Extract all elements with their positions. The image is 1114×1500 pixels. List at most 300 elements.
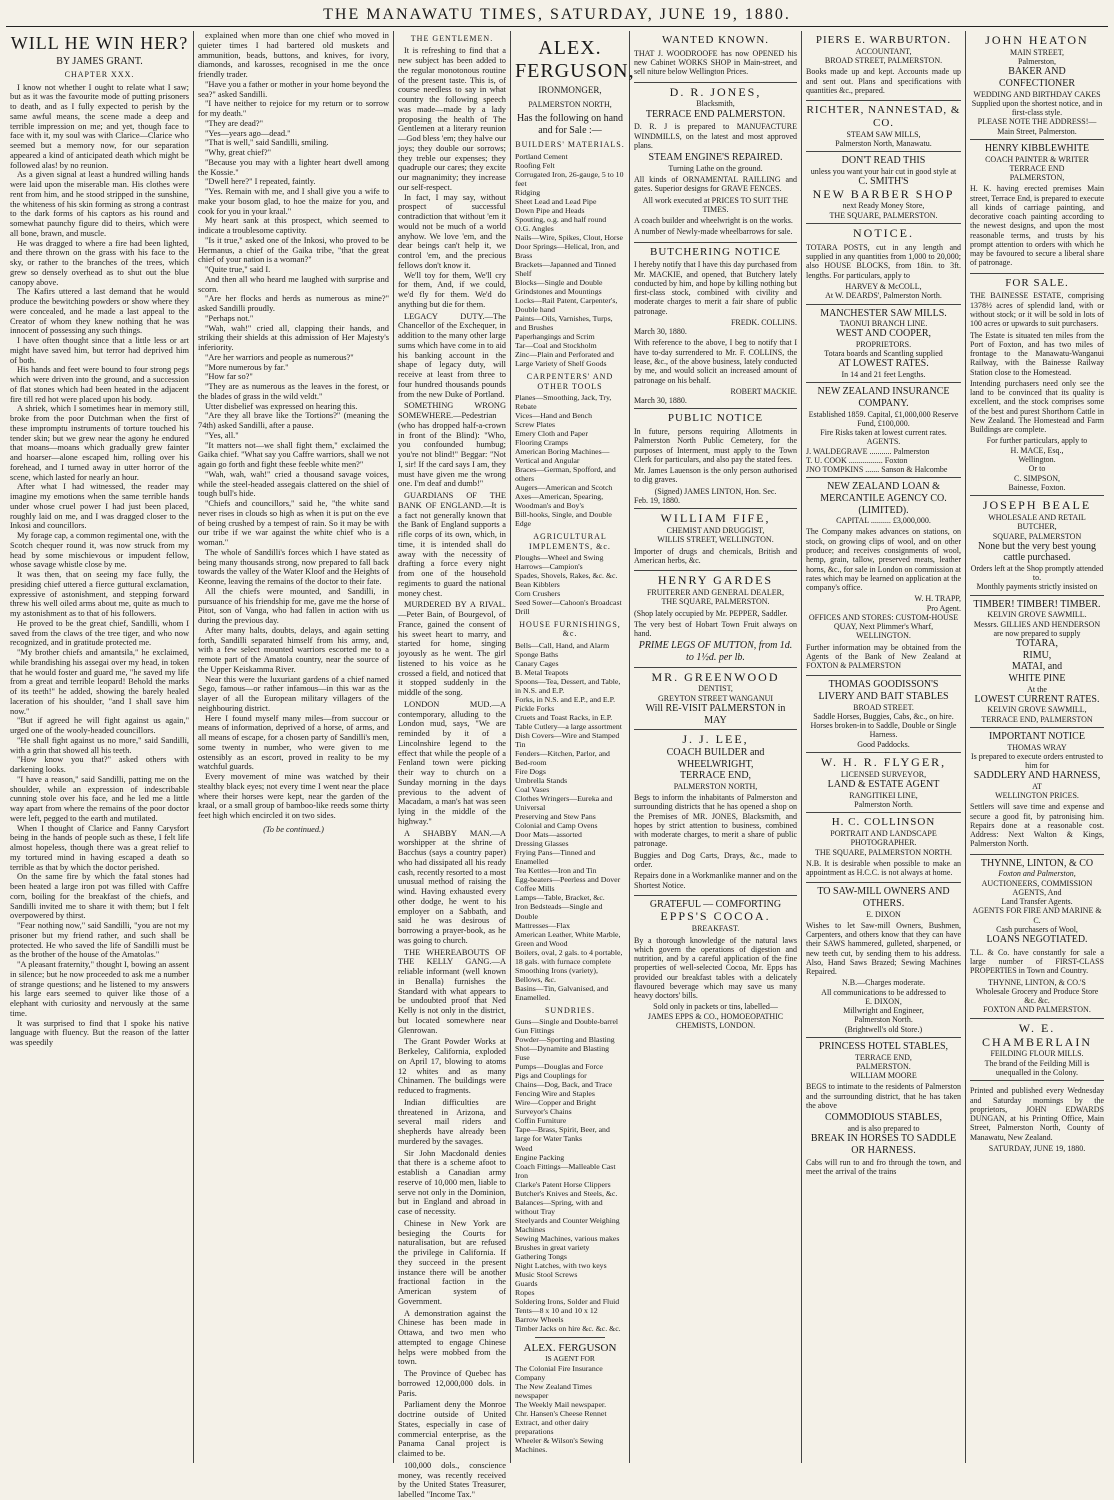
- stock-item: Smoothing Irons (variety), Bellows, &c.: [515, 965, 598, 984]
- story-body-cont: [198, 31, 389, 821]
- story-paragraph: "Are they all brave like the Tortions?" (meaning the 74th) asked Sandilli, after a pause.: [198, 411, 389, 430]
- news-item-text: The Chancellor of the Exchequer, in addition to the many other large sums which have come in to aid his banking account in the shape of legacy duty, will receive at least from three to four hundred thousands pounds from the new Duke of Portland.: [398, 311, 506, 399]
- news-item-heading: GUARDIANS OF THE BANK OF ENGLAND.—: [398, 491, 506, 510]
- ad-place: PALMERSTON.: [856, 1061, 911, 1071]
- ad-text: All work executed at PRICES TO SUIT THE TIMES.: [642, 195, 789, 214]
- ad-text: The Estate is situated ten miles from the Port of Foxton, and has two miles of frontage to the Manawatu-Wanganui Railway, with the Bainesse Railway Station close to the Homestead.: [970, 330, 1104, 377]
- ad-sub: WEST AND COOPER,: [835, 328, 932, 340]
- stock-item: Flooring Cramps: [515, 437, 569, 447]
- ad-name: RICHTER, NANNESTAD, & CO.: [806, 104, 961, 129]
- stock-item: Umbrella Stands: [515, 776, 568, 786]
- stock-item: Barrow Wheels: [515, 1315, 564, 1325]
- ad-signature: (Brightwell's old Store.): [844, 1024, 923, 1034]
- story-paragraph: "He shall fight against us no more," said Sandilli, with a grin that showed all his teeth.: [10, 735, 189, 755]
- news-item-text: Chinese in New York are besieging the Courts for naturalisation, but are refused the privilege in California. If they succeed in the present instance there will be another fractional faction in the American system of Government.: [398, 1218, 506, 1306]
- ferguson-place: PALMERSTON NORTH,: [528, 99, 612, 109]
- ad-dixon: [806, 883, 961, 1038]
- stock-item: Planes—Smoothing, Jack, Try, Rebate: [515, 392, 612, 411]
- ad-for-sale: [970, 274, 1104, 496]
- story-paragraph: "But if agreed he will fight against us again," urged one of the wooly-headed councillors.: [10, 716, 189, 736]
- ad-agent: JNO TOMPKINS ....... Sanson & Halcombe: [806, 465, 948, 475]
- ad-place: Palmerston North, Manawatu.: [835, 138, 932, 148]
- stock-item: Locks—Rail Patent, Carpenter's, Double hand: [515, 296, 618, 315]
- ad-trade: FEILDING FLOUR MILLS.: [990, 1049, 1084, 1059]
- ad-text: Fire Risks taken at lowest current rates.: [820, 428, 947, 438]
- stock-item: Tape—Brass, Spirit, Beer, and large for Water Tanks: [515, 1125, 610, 1144]
- stock-item: American Boring Machines—Vertical and Angular: [515, 447, 610, 466]
- ad-name: HARVEY & McCOLL,: [845, 281, 922, 291]
- ferguson-name: ALEX. FERGUSON,: [515, 37, 635, 83]
- stock-item: Blocks—Single and Double: [515, 277, 603, 287]
- news-item: [398, 312, 506, 400]
- ad-signature: Millwright and Engineer,: [843, 1006, 924, 1016]
- column-ads-4: [630, 31, 802, 1463]
- news-item-heading: SOMETHING WRONG SOMEWHERE.—: [398, 401, 506, 421]
- ad-name: W. H. R. FLYGER,: [820, 754, 947, 769]
- ad-trade: BREAKFAST.: [691, 924, 740, 934]
- article-paragraph: We'll toy for them, We'll cry for them, And, if we could, we'd fly for them. We'd do anything but die for them.: [398, 270, 506, 309]
- ad-big-text: BREAK IN HORSES TO SADDLE OR HARNESS.: [810, 1133, 957, 1156]
- ad-text: Horses broken-in to Saddle, Double or Single Harness.: [810, 721, 957, 740]
- story-paragraph: "Dwell here?" I repeated, faintly.: [205, 177, 316, 187]
- stock-item: Tar—Coal and Stockholm: [515, 341, 597, 351]
- ad-text: OFFICES AND STORES: CUSTOM-HOUSE QUAY, Next Plimmer's Wharf, WELLINGTON.: [808, 612, 959, 641]
- gentlemen-article: [398, 31, 511, 1500]
- news-item-text: A worshipper at the shrine of Bacchus (says a country paper) who had dissipated all his ready cash, recently resorted to a most unusual method of raising the wind. Having exhausted every other dodge, he went to his employer on a Sabbath, and said he was desirous of borrowing a prayer-book, as he was going to church.: [398, 828, 506, 945]
- stock-item: Sewing Machines, various makes: [515, 1233, 620, 1243]
- ad-big-text: NEW BARBER SHOP: [812, 186, 955, 201]
- stock-item: Bells—Call, Hand, and Alarm: [515, 640, 610, 650]
- ad-name: EPPS'S COCOA.: [660, 909, 771, 924]
- ad-text: Settlers will save time and expense and secure a good fit, by patronising him. Repairs done at a reasonable cost. Address: Next Walton & Kings, Palmerston North.: [970, 802, 1104, 849]
- stock-item: Forks, in N.S. and E.P., and E.P. Pickle Forks: [515, 694, 616, 713]
- ad-place: TERRACE END: [1009, 163, 1065, 173]
- stock-item: Axes—American, Spearing, Woodman's and Boy's: [515, 492, 604, 511]
- ad-text: N.B.—Charges moderate.: [842, 978, 925, 988]
- ad-place: TERRACE END,: [679, 770, 752, 782]
- stock-item: Fire Dogs: [515, 767, 546, 776]
- ad-flyger: [806, 753, 961, 813]
- ad-name: E. DIXON: [866, 909, 901, 919]
- stock-item: Guns—Single and Double-barrel: [515, 1017, 619, 1027]
- ad-big-text: LOANS NEGOTIATED.: [986, 934, 1088, 946]
- ad-text: At the: [1027, 684, 1047, 694]
- ad-name: MANCHESTER SAW MILLS.: [820, 307, 947, 319]
- ad-text: THE BAINESSE ESTATE, comprising 1378½ acres of splendid land, with or without stock; or it will be sold in lots of 100 acres or upwards to suit purchasers.: [970, 291, 1104, 329]
- ad-name: KELVIN GROVE SAWMILL.: [987, 610, 1087, 620]
- ad-agent: J. WALDEGRAVE ........... Palmerston: [806, 446, 930, 456]
- ad-epps-cocoa: [634, 896, 797, 1033]
- stock-item: Surveyor's Chains: [515, 1107, 572, 1117]
- story-paragraph: "A pleasant fraternity," thought I, bowing an assent in silence; but he now proceeded to ask me a number of strange questions; and he listened to my answers his large ears seemed to quiver like those of a elephant with curiosity and nervously at the same time.: [10, 960, 189, 1018]
- ad-text: Will RE-VISIT PALMERSTON in MAY: [645, 703, 786, 726]
- ad-text: PLEASE NOTE THE ADDRESS!—: [977, 117, 1097, 127]
- news-item: [398, 491, 506, 598]
- ad-richter: [806, 101, 961, 152]
- ad-text: All kinds of ORNAMENTAL RAILLING and gates. Superior designs for GRAVE FENCES.: [634, 174, 797, 194]
- story-paragraph: Here I found myself many miles—from succour or means of information, deprived of a horse, of arms, and all means of escape, for a chosen party of Sandilli's men, some twenty in number, who were given to me ostensibly as an escort, proved in reality to be my watchful guards.: [198, 713, 389, 772]
- news-item: [398, 700, 506, 827]
- story-paragraph: "Yes. Remain with me, and I shall give you a wife to make your bosom glad, to hoe the maize for you, and cook for you in your kraal.": [198, 187, 389, 216]
- news-items: [398, 312, 506, 1500]
- stock-item: Basins—Tin, Galvanised, and Enamelled.: [515, 983, 609, 1002]
- story-body: [10, 83, 189, 1048]
- story-paragraph: When I thought of Clarice and Fanny Carysfort being in the hands of people such as these, I felt life almost hopeless, though there was a great relief to my tortured mind in having escaped a death so terrible as that by which the doctor perished.: [10, 823, 189, 872]
- stock-item: Harrows—Campion's: [515, 561, 583, 571]
- stock-item: Soldering Irons, Solder and Fluid: [515, 1297, 620, 1307]
- ad-text: Sold only in packets or tins, labelled—: [653, 1002, 778, 1012]
- ferguson-stock-list: [515, 140, 625, 1333]
- news-item: [398, 1461, 506, 1500]
- stock-item: Spades, Shovels, Rakes, &c. &c.: [515, 570, 618, 580]
- ad-text: Books made up and kept. Accounts made up and sent out. Plans and specifications with quantities &c., prepared.: [806, 67, 961, 95]
- ad-nz-loan: [806, 478, 961, 676]
- stock-item: Spouting, o.g. and half round: [515, 214, 607, 224]
- news-item-heading: MURDERED BY A RIVAL.—: [398, 600, 506, 620]
- story-paragraph: A shriek, which I sometimes hear in memory still, broke from the poor Dutchman when the first of these impromptu instruments of torture touched his tender skin; but we grew near the agony he endured that moans—moans which gradually grew fainter and hoarser—alone escaped him, rolling over his forehead, and I turned away in utter horror of the scene, which lasted for nearly an hour.: [10, 404, 189, 482]
- ad-heading: NOTICE.: [853, 226, 914, 240]
- stock-item: Boilers, oval, 2 gals. to 4 portable, 18 gals. with furnace complete: [515, 947, 623, 966]
- stock-item: Iron Bedsteads—Single and Double: [515, 902, 603, 921]
- news-item: [398, 1219, 506, 1307]
- ad-name: NEW ZEALAND INSURANCE COMPANY.: [817, 386, 950, 409]
- ad-signature: KELVIN GROVE SAWMILL,: [987, 705, 1087, 715]
- ad-text: Wholesale Grocery and Produce Store &c. &c.: [975, 986, 1099, 1006]
- ad-text: Main Street, Palmerston.: [997, 126, 1077, 136]
- stock-item: Dressing Glasses: [515, 839, 569, 849]
- story-paragraph: "Perhaps not.": [205, 313, 254, 323]
- ad-goodisson: [806, 676, 961, 753]
- story-paragraph: "I have a reason," said Sandilli, patting me on the shoulder, while an expression of indescribable cunning stole over his face, and he led me a little way apart from where the remains of the poor doctor were left, pegged to the earth and mutilated.: [10, 774, 189, 823]
- stock-item: Zinc—Plain and Perforated and Large Variety of Shelf Goods: [515, 350, 614, 369]
- story-paragraph: "Yes—years ago—dead.": [205, 128, 291, 138]
- ad-text: In future, persons requiring Allotments in Palmerston North Public Cemetery, for the purposes of Interment, must apply to the Town Clerk for particulars, and also pay the stated fees.: [634, 427, 797, 464]
- ad-text: All communications to be addressed to: [821, 987, 946, 997]
- stock-item: Door Springs—Helical, Iron, and Brass: [515, 241, 620, 260]
- ad-signature: JAMES EPPS & CO., HOMOEOPATHIC CHEMISTS, LONDON.: [647, 1011, 784, 1030]
- timber-item: MATAI, and: [1011, 661, 1063, 673]
- ad-text: Totara boards and Scantling supplied: [824, 349, 943, 359]
- stock-item: Table Cutlery—a large assortment: [515, 721, 622, 731]
- stock-item: Guards: [515, 1278, 538, 1288]
- stock-item: Bill-hooks, Single, and Double Edge: [515, 510, 612, 529]
- news-item: [398, 829, 506, 946]
- ad-fife: [634, 509, 797, 571]
- news-item-heading: A SHABBY MAN.—: [404, 828, 500, 838]
- ad-place: TERRACE END PALMERSTON.: [645, 108, 786, 120]
- news-item: [398, 1037, 506, 1096]
- ad-gardes: [634, 571, 797, 667]
- imprint-text: Printed and published every Wednesday and Saturday mornings by the proprietors, JOHN EDWARDS DUNGAN, at his Printing Office, Main Street, Palmerston North, County of Manawatu, New Zealand.: [970, 1086, 1104, 1142]
- stock-item: Pumps—Douglas and Force: [515, 1062, 603, 1072]
- story-paragraph: All the chiefs were mounted, and Sandilli, in pursuance of his friendship for me, gave me the horse of Pitot, son of Vanga, who had fallen in action with us during the previous day.: [198, 586, 389, 625]
- ad-place: Palmerston,: [1018, 57, 1056, 67]
- story-paragraph: After many halts, doubts, delays, and again setting forth, Sandilli separated himself from his army, and, with a few select mounted warriors escorted me to a remote part of the Amatola country, near the source of the Upper Keiskamma River.: [198, 625, 389, 674]
- ad-lee: [634, 730, 797, 896]
- ad-text: The brand of the Feilding Mill is unequalled in the Colony.: [984, 1058, 1090, 1077]
- ferguson-agencies: [515, 1364, 625, 1454]
- ad-place: THE SQUARE, PALMERSTON.: [661, 597, 770, 607]
- news-item-text: The Province of Quebec has borrowed 12,000,000 dols. in Paris.: [398, 1369, 506, 1398]
- stock-item: Brushes in great variety: [515, 1242, 590, 1252]
- story-paragraph: "That is well," said Sandilli, smiling.: [205, 138, 329, 148]
- ad-text: H. K. having erected premises Main street, Terrace End, is prepared to execute all kinds of carriage painting, and decorative coach painting according to the newest designs, and upon the most reasonable terms, and trusts by his prompt attention to orders with which he may be favoured to secure a liberal share of patronage.: [970, 184, 1104, 268]
- story-paragraph: My heart sank at this prospect, which seemed to indicate a troublesome captivity.: [198, 216, 389, 235]
- ad-name: JOSEPH BEALE: [982, 498, 1092, 513]
- stock-item: Ploughs—Wheel and Swing: [515, 552, 604, 562]
- ad-place: THE SQUARE, PALMERSTON.: [829, 210, 938, 220]
- column-story-cont: [194, 31, 394, 1463]
- stock-item: Brackets—Japanned and Tinned Shelf: [515, 259, 616, 278]
- ad-signature: FOXTON AND PALMERSTON.: [983, 1005, 1091, 1015]
- ad-chamberlain: [970, 1019, 1104, 1082]
- ad-heading: GRATEFUL — COMFORTING: [649, 898, 782, 910]
- ad-big-text: LAND & ESTATE AGENT: [827, 779, 940, 791]
- stock-item: Corrugated Iron, 26-gauge, 5 to 10 feet: [515, 169, 624, 188]
- ad-place: PALMERSTON,: [1009, 173, 1065, 183]
- story-paragraph: "Is it true," asked one of the Inkosi, who proved to be Hermanus, a chief of the Gaika tribe, "that the great chief of your nation is a woman?": [198, 235, 389, 265]
- ad-name: PIERS E. WARBURTON.: [815, 34, 952, 46]
- ad-name: THYNNE, LINTON, & CO: [980, 857, 1094, 869]
- agency-item: Wheeler & Wilson's Sewing Machines.: [515, 1435, 604, 1454]
- ad-heaton: [970, 31, 1104, 140]
- ad-heading: PUBLIC NOTICE: [667, 412, 764, 425]
- gentlemen-body: [398, 46, 506, 309]
- ad-name: NEW ZEALAND LOAN & MERCANTILE AGENCY CO. (LIMITED).: [820, 481, 947, 516]
- news-item-text: It is a fact not generally known that the Bank of England supports a rifle corps of its own, which, in time, it is intended shall do away with the necessity of drafting a force every night from one of the household regiments to guard the national money chest.: [398, 500, 506, 598]
- ad-signature: FREDK. COLLINS.: [730, 317, 797, 327]
- ad-text: Importer of drugs and chemicals, British and American herbs, &c.: [634, 546, 797, 565]
- ad-trade: DENTIST,: [698, 684, 733, 694]
- ad-text: Further information may be obtained from the Agents of the Bank of New Zealand at FOXTON & PALMERSTON: [806, 642, 961, 671]
- story-paragraph: "Chiefs and councillors," said he, "the white sand never rises in clouds so high as when it is put on the eve of being crushed by a tempest of rain. So it may be with our tribe if we war against the white chief who is a woman.": [198, 499, 389, 547]
- ad-place: Palmerston North.: [854, 799, 913, 809]
- ad-text: THAT J. WOODROOFE has now OPENED his new Cabinet WORKS SHOP in Main-street, and sell niture below Wellington Prices.: [634, 48, 797, 77]
- stock-item: Portland Cement: [515, 151, 568, 161]
- ad-agent: T. U. COOK ................. Foxton: [806, 455, 908, 465]
- story-paragraph: His hands and feet were bound to four strong pegs which were driven into the ground, and a succession of flat stones which had been heated in the adjacent fire till red hot were placed upon his body.: [10, 365, 189, 404]
- ad-trade: FRUITERER AND GENERAL DEALER,: [646, 588, 785, 598]
- stock-section-heading: AGRICULTURAL IMPLEMENTS, &c.: [529, 532, 611, 551]
- agency-item: The Weekly Mail newspaper.: [515, 1399, 607, 1409]
- stock-item: Grindstones and Mountings: [515, 287, 602, 296]
- stock-item: Coffee Mills: [515, 884, 555, 894]
- stock-item: Frying Pans—Tinned and Enamelled: [515, 848, 596, 867]
- story-paragraph: "My brother chiefs and amantsila," he exclaimed, while brandishing his assegai over my head, in token that he would foster and guard me, "he saved my life from a great and terrible leopard! Behold the marks of its teeth!" he added, showing the barely healed laceration of his shoulder, "and I shall save him now.": [10, 648, 189, 716]
- stock-item: Sheet Lead and Lead Pipe: [515, 196, 597, 206]
- story-paragraph: "They are dead?": [205, 118, 263, 128]
- stock-item: Gun Fittings: [515, 1026, 555, 1036]
- stock-item: Tents—8 x 10 and 10 x 12: [515, 1306, 598, 1316]
- stock-item: Emery Cloth and Paper: [515, 428, 588, 438]
- ad-name: THOMAS WRAY: [1007, 742, 1067, 752]
- ad-text: The Company makes advances on stations, on stock, on growing clips of wool, and on other produce; and receives consignments of wool, hemp, grain, tallow, preserved meats, leather horns, &c., for sale in London on commission at rates which may be learned on application at the company's office.: [806, 527, 961, 593]
- story-paragraph: He was dragged to where a fire had been lighted, and there thrown on the grass with his face to the sky, or rather to the branches of the trees, which grew so densely overhead as to shut out the blue canopy above.: [10, 238, 189, 287]
- story-paragraph: "Fear nothing now," said Sandilli, "you are not my prisoner but my friend rather, and such shall be protected. He who saved the life of Sandilli must be as the brother of the house of the Amatolas.": [10, 921, 189, 960]
- stock-item: Nails—Wire, Spikes, Clout, Horse: [515, 232, 623, 242]
- article-paragraph: It is refreshing to find that a new subject has been added to the regular monotonous routine of the present taste. This is, of course needless to say in what country the following speech was made—made by a lady proposing the health of The Gentlemen at a literary reunion—God bless 'em; they halve our joys; they double our sorrows; they treble our expenses; they quadruple our cares; they excite our magnanimity; they increase our self-respect.: [398, 46, 506, 192]
- ad-place: Foxton and Palmerston,: [998, 869, 1076, 879]
- stock-item: Engine Packing: [515, 1152, 565, 1162]
- news-item-text: 100,000 dols., conscience money, was recently received by the United States Treasurer, labelled "Income Tax.": [398, 1460, 506, 1500]
- news-item-heading: THE WHEREABOUTS OF THE KELLY GANG.—: [398, 947, 506, 967]
- column-ads-6: [966, 31, 1108, 1463]
- ad-heading: TIMBER! TIMBER! TIMBER.: [973, 598, 1101, 610]
- stock-item: Clarke's Patent Horse Clippers: [515, 1179, 611, 1189]
- ad-public-notice: [634, 409, 797, 509]
- stock-item: Music Stool Screws: [515, 1269, 578, 1279]
- ad-text: Good Paddocks.: [857, 739, 910, 749]
- stock-item: Chains—Dog, Back, and Trace: [515, 1080, 613, 1090]
- story-paragraph: The whole of Sandilli's forces which I have stated as being many thousands strong, now prepared to fall back towards the valley of the Water Kloof and the Heights of Keonne, leaving the remains of the doctor to their fate.: [198, 547, 389, 586]
- story-paragraph: "Wah, wah, wah!" cried a thousand savage voices, while the steel-headed assegais clattered on the shiel of tough bull's hide.: [198, 469, 389, 499]
- ad-heading: IMPORTANT NOTICE: [989, 730, 1085, 742]
- ad-heading: WANTED KNOWN.: [661, 34, 770, 46]
- ad-subheading: STEAM ENGINE'S REPAIRED.: [648, 152, 783, 164]
- stock-item: Wire—Copper and Bright: [515, 1098, 597, 1108]
- ad-text: For further particulars, apply to: [986, 436, 1088, 446]
- stock-item: Dish Covers—Wire and Stamped Tin: [515, 730, 620, 749]
- ad-trade: ACCOUNTANT,: [855, 46, 912, 56]
- ad-heading: BUTCHERING NOTICE: [650, 245, 781, 258]
- ad-place: WILLIS STREET, WELLINGTON.: [657, 535, 774, 545]
- news-item: [398, 1369, 506, 1398]
- ad-text: Cash purchasers of Wool,: [996, 924, 1078, 934]
- ad-trade: Blacksmith,: [696, 99, 735, 109]
- imprint-date: SATURDAY, JUNE 19, 1880.: [988, 1143, 1086, 1153]
- ad-nz-insurance: [806, 383, 961, 478]
- timber-item: WHITE PINE: [1008, 672, 1066, 684]
- stock-item: Seed Sower—Cahoon's Broadcast Drill: [515, 597, 622, 616]
- stock-item: Vices—Hand and Bench: [515, 410, 593, 420]
- to-be-continued: (To be continued.): [263, 824, 324, 834]
- ad-text: Messrs. GILLIES AND HENDERSON are now prepared to supply: [973, 619, 1101, 638]
- ad-collinson: [806, 813, 961, 883]
- ad-text: In 14 and 21 feet Lengths.: [841, 370, 926, 380]
- ad-text: CAPITAL .......... £3,000,000.: [836, 516, 931, 526]
- ad-signature: Bainesse, Foxton.: [1008, 482, 1066, 492]
- ad-text: Orders left at the Shop promptly attended to.: [970, 563, 1104, 583]
- ad-text: With reference to the above, I beg to notify that I have to-day surrendered to Mr. F. COLLINS, the lease, &c., of the above business, lately conducted by me, and would solicit an increased amount of patronage on his behalf.: [634, 338, 797, 385]
- stock-item: Screw Plates: [515, 419, 556, 429]
- stock-item: Balances—Spring, with and without Tray: [515, 1197, 603, 1216]
- stock-item: Bean Kibblers: [515, 579, 560, 589]
- story-paragraph: "Why, great chief?": [205, 148, 272, 157]
- ad-text: Saddle Horses, Buggies, Cabs, &c., on hire.: [813, 711, 954, 721]
- ad-trade: STEAM SAW MILLS,: [846, 129, 921, 139]
- ad-text: Land Transfer Agents.: [1001, 897, 1073, 907]
- ad-place: THE SQUARE, PALMERSTON NORTH.: [814, 847, 953, 857]
- story-paragraph: And then all who heard me laughed with surprise and scorn.: [198, 274, 389, 294]
- timber-item: TOTARA,: [1015, 638, 1059, 650]
- ad-text: Monthly payments strictly insisted on: [976, 582, 1098, 592]
- story-byline: BY JAMES GRANT.: [56, 55, 143, 67]
- ad-text: By a thorough knowledge of the natural laws which govern the operations of digestion and nutrition, and by a careful application of the fine properties of well-selected Cocoa, Mr. Epps has provided our breakfast tables with a delicately flavoured beverage which may save us many heavy doctors' bills.: [634, 935, 797, 1001]
- column-story: [6, 31, 194, 1463]
- ad-name: MR. GREENWOOD: [651, 669, 780, 684]
- stock-item: Tea Kettles—Iron and Tin: [515, 866, 597, 876]
- stock-item: Down Pipe and Heads: [515, 205, 585, 215]
- ferguson-ad: [511, 31, 635, 1463]
- ad-place: PALMERSTON NORTH,: [673, 781, 758, 791]
- ad-signature: WILLIAM MOORE: [850, 1071, 917, 1081]
- news-item-text: Sir John Macdonald denies that there is a scheme afoot to establish a Canadian army reserve of 10,000 men, liable to serve not only in the Dominion, but in England and abroad in case of necessity.: [398, 1148, 506, 1217]
- story-paragraph: He proved to be the great chief, Sandilli, whom I saved from the claws of the tree tiger, and who now recognized, and in gratitude protected me.: [10, 618, 189, 648]
- ad-text: AGENTS FOR FIRE AND MARINE & C.: [972, 906, 1102, 925]
- article-paragraph: In fact, I may say, without prospect of successful contradiction that without 'em it would not be much of a world anyhow. We love 'em, and the dear beings can't help it, we control 'em, and the precious fellows don't know it.: [398, 192, 506, 270]
- ad-text: Buggies and Dog Carts, Drays, &c., made to order.: [634, 850, 797, 869]
- stock-item: Preserving and Stew Pans: [515, 812, 596, 822]
- ad-text: TOTARA POSTS, cut in any length and supplied in any quantities from 1,000 to 20,000; also HOUSE BLOCKS, from 18in. to 3ft. lengths. For particulars, apply to: [806, 242, 961, 280]
- stock-item: Braces—German, Spofford, and others: [515, 465, 616, 484]
- ad-wray: [970, 728, 1104, 855]
- ad-signature: E. DIXON,: [865, 996, 902, 1006]
- ad-warburton: [806, 31, 961, 101]
- ad-text: The very best of Hobart Town Fruit always on hand.: [634, 619, 797, 639]
- ferguson-intro: Has the following on hand and for Sale :—: [516, 113, 624, 136]
- column-gentlemen: [394, 31, 635, 1500]
- stock-item: Coffin Furniture: [515, 1116, 567, 1126]
- stock-item: Steelyards and Counter Weighing Machines: [515, 1215, 620, 1234]
- story-paragraph: explained when more than one chief who moved in quieter times I had bartered old muskets and ammunition, beads, buttons, and knives, for ivory, diamonds, and karosses, recognised in me the once friendly trader.: [198, 31, 389, 79]
- news-item-heading: LONDON MUD.—: [404, 699, 500, 709]
- ad-text: N.B. It is desirable when possible to make an appointment as H.C.C. is not always at home.: [806, 858, 961, 878]
- stock-item: Fencing Wire and Staples: [515, 1089, 595, 1099]
- ad-greenwood: [634, 668, 797, 731]
- story-paragraph: "How know you that?" asked others with darkening looks.: [10, 755, 189, 775]
- stock-item: Clothes Wringers—Eureka and Universal: [515, 794, 613, 813]
- story-paragraph: "Quite true," said I.: [205, 265, 271, 274]
- news-item-text: A reliable informant (well known in Benalla) furnishes the Standard with what appears to be undoubted proof that Ned Kelly is not only in the district, but located somewhere near Glenrowan.: [398, 957, 506, 1035]
- ad-manchester: [806, 305, 961, 384]
- ad-text: (Shop lately occupied by Mr. PEPPER, Saddler.: [634, 608, 788, 618]
- ad-name: JOHN HEATON: [985, 33, 1089, 47]
- ad-text: Mr. James Lauenson is the only person authorised to dig graves.: [634, 466, 797, 485]
- stock-item: Weed: [515, 1143, 533, 1153]
- ad-heading: DON'T READ THIS: [841, 155, 926, 167]
- story-paragraph: It was surprised to find that I spoke his native language with fluency. But the reason of the latter was speedily: [10, 1018, 189, 1048]
- ad-text: A coach builder and wheelwright is on the works.: [634, 216, 793, 226]
- stock-item: Coach Fittings—Malleable Cast Iron: [515, 1161, 616, 1180]
- stock-item: O.G. Angles: [515, 223, 554, 233]
- news-item: [398, 600, 506, 698]
- ad-smith-barber: [806, 152, 961, 224]
- stock-item: Timber Jacks on hire &c. &c. &c.: [515, 1324, 621, 1334]
- ad-text: AT: [1032, 781, 1042, 791]
- stock-section-heading: BUILDERS' MATERIALS.: [515, 140, 625, 150]
- stock-item: Coal Vases: [515, 785, 550, 795]
- ad-signature: THYNNE, LINTON, & CO.'S: [988, 977, 1086, 987]
- timber-list: [970, 638, 1104, 684]
- ad-signature: Wellington.: [1018, 455, 1056, 464]
- ad-name: D. R. JONES,: [669, 84, 762, 99]
- story-paragraph: Every movement of mine was watched by their stealthy black eyes; not every time I went near the place where their horses were kept, near the garden of the kraal, or a small group of bamboo-like reeds some thirty feet high which encircled it on two sides.: [198, 772, 389, 820]
- ad-signature: W. H. TRAPP,: [914, 594, 961, 604]
- ad-text: WEDDING AND BIRTHDAY CAKES Supplied upon the shortest notice, and in first-class style.: [971, 89, 1103, 118]
- ferguson-footer-name: ALEX. FERGUSON: [523, 1342, 617, 1355]
- ad-place: BUTCHER,: [1017, 522, 1057, 532]
- story-paragraph: "They are as numerous as the leaves in the forest, or the blades of grass in the wild veldt.": [198, 382, 389, 401]
- stock-item: Mattresses—Flax: [515, 920, 571, 930]
- ad-signature: H. MACE, Esq.,: [1010, 445, 1064, 455]
- stock-item: Roofing Felt: [515, 160, 555, 170]
- ad-text: Wishes to let Saw-mill Owners, Bushmen, Carpenters, and others know that they can have their SAWS hammered, gulleted, sharpened, or new teeth cut, by sending them to his address. Also, Hand Saws Brazed; Sewing Machines Repaired.: [806, 920, 961, 977]
- stock-item: Gathering Tongs: [515, 1251, 567, 1261]
- news-item-heading: LEGACY DUTY.—: [404, 311, 493, 321]
- story-paragraph: After what I had witnessed, the reader may imagine my emotions when the same terrible hands under whose cruel power I had just been placed, roughly laid on me, and I was dragged closer to the Inkosi and councillors.: [10, 482, 189, 531]
- stock-item: Corn Crushers: [515, 588, 561, 598]
- ad-name: PRINCESS HOTEL STABLES,: [818, 1040, 949, 1052]
